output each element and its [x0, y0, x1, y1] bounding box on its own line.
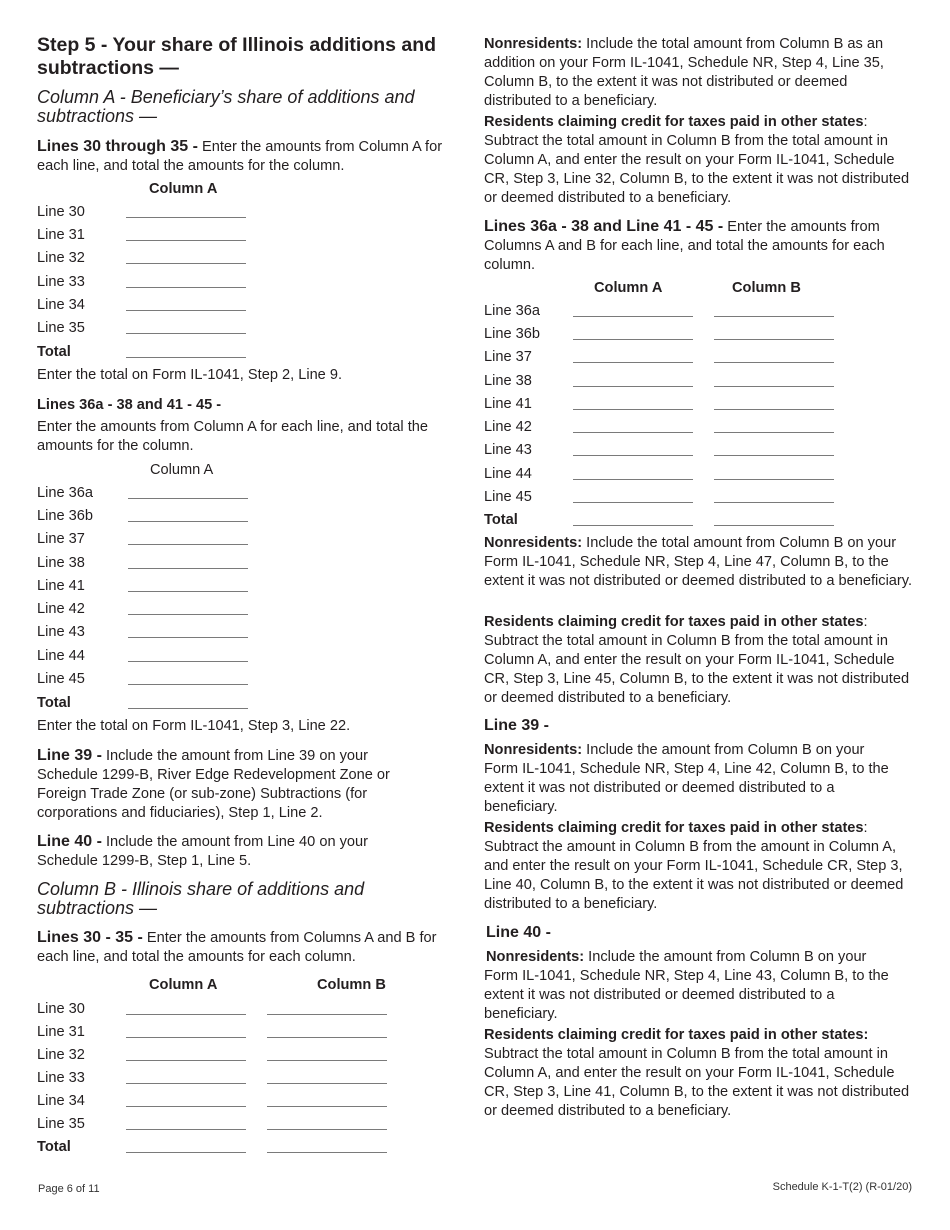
amount-field-a[interactable] — [573, 409, 693, 410]
nonresidents-note-1: Nonresidents: Include the total amount from Column B as an addition on your Form IL-1041, Schedule NR, Step 4, Line 35, Column B, to the extent it was not distributed or deemed distributed to a beneficiary. — [484, 36, 884, 109]
column-b-heading: Column B - Illinois share of additions and subtractions — — [37, 879, 365, 918]
row-line-30: Line 30 — [37, 1000, 467, 1023]
row-line-44: Line 44 — [37, 647, 467, 670]
amount-field-a[interactable] — [573, 432, 693, 433]
amount-field-b[interactable] — [267, 1060, 387, 1061]
lines-36-45-note: Enter the total on Form IL-1041, Step 3, Line 22. — [37, 718, 351, 734]
amount-field-a[interactable] — [126, 310, 246, 311]
lines-36-45-instructions: Enter the amounts from Column A for each line, and total the amounts for the column. — [37, 419, 429, 454]
row-line-36a: Line 36a — [484, 302, 914, 325]
line-39-instructions: Line 39 - Include the amount from Line 39 on your Schedule 1299-B, River Edge Redevelopment Zone or Foreign Trade Zone (or sub-zone) Subtractions (for corporations and fiduciaries), Step 1, Line 2. — [37, 747, 390, 821]
amount-field-a[interactable] — [126, 217, 246, 218]
column-a-header: Column A — [149, 181, 218, 197]
row-line-36b: Line 36b — [484, 325, 914, 348]
amount-field-a[interactable] — [128, 521, 248, 522]
column-a-heading: Column A - Beneficiary’s share of additions and subtractions — — [37, 87, 415, 126]
total-field-a[interactable] — [573, 525, 693, 526]
column-a-header: Column A — [594, 280, 663, 296]
form-id: Schedule K-1-T(2) (R-01/20) — [772, 1181, 912, 1193]
amount-field-a[interactable] — [126, 1014, 246, 1015]
lines-30-35-lead: Lines 30 through 35 - — [37, 138, 198, 155]
amount-field-a[interactable] — [126, 263, 246, 264]
column-a-header: Column A — [150, 462, 214, 478]
amount-field-a[interactable] — [128, 614, 248, 615]
residents-note-1: Residents claiming credit for taxes paid in other states: Subtract the total amount in Column B from the total amount in Column A, and enter the result on your Form IL-1041, Schedule CR, Step 3, Line 32, Column B, to the extent it was not distributed or deemed distributed to a beneficiary. — [484, 114, 910, 206]
column-a-header: Column A — [149, 977, 218, 993]
amount-field-a[interactable] — [128, 637, 248, 638]
row-line-41: Line 41 — [484, 395, 914, 418]
amount-field-b[interactable] — [714, 316, 834, 317]
amount-field-a[interactable] — [128, 568, 248, 569]
row-line-42: Line 42 — [37, 600, 467, 623]
amount-field-a[interactable] — [126, 333, 246, 334]
total-field-b[interactable] — [714, 525, 834, 526]
row-line-42: Line 42 — [484, 418, 914, 441]
page-number: Page 6 of 11 — [38, 1183, 100, 1195]
row-line-33: Line 33 — [37, 273, 467, 296]
lines-30-35-note: Enter the total on Form IL-1041, Step 2, Line 9. — [37, 367, 343, 383]
row-total: Total — [37, 1138, 467, 1161]
amount-field-b[interactable] — [267, 1083, 387, 1084]
row-line-44: Line 44 — [484, 465, 914, 488]
amount-field-b[interactable] — [714, 479, 834, 480]
total-field-b[interactable] — [267, 1152, 387, 1153]
row-line-43: Line 43 — [37, 623, 467, 646]
row-line-45: Line 45 — [37, 670, 467, 693]
amount-field-b[interactable] — [714, 409, 834, 410]
amount-field-b[interactable] — [714, 502, 834, 503]
step5-title: Step 5 - Your share of Illinois additions and subtractions — — [37, 34, 437, 79]
amount-field-a[interactable] — [126, 1106, 246, 1107]
amount-field-a[interactable] — [126, 1060, 246, 1061]
line-40-residents: Residents claiming credit for taxes paid in other states: Subtract the total amount in Column B from the total amount in Column A, and enter the result on your Form IL-1041, Schedule CR, Step 3, Line 41, Column B, to the extent it was not distributed or deemed distributed to a beneficiary. — [484, 1027, 910, 1119]
amount-field-a[interactable] — [573, 316, 693, 317]
line-39-heading: Line 39 - — [484, 717, 549, 734]
amount-field-b[interactable] — [267, 1014, 387, 1015]
amount-field-a[interactable] — [126, 1083, 246, 1084]
amount-field-b[interactable] — [714, 432, 834, 433]
amount-field-b[interactable] — [714, 339, 834, 340]
amount-field-a[interactable] — [126, 1129, 246, 1130]
lines-30-35-instructions: Lines 30 through 35 - Enter the amounts from Column A for each line, and total the amounts for the column. — [37, 138, 443, 174]
amount-field-b[interactable] — [714, 362, 834, 363]
total-field-a[interactable] — [126, 1152, 246, 1153]
amount-field-b[interactable] — [267, 1106, 387, 1107]
row-line-34: Line 34 — [37, 296, 467, 319]
row-line-36b: Line 36b — [37, 507, 467, 530]
row-line-31: Line 31 — [37, 1023, 467, 1046]
column-b-header: Column B — [317, 977, 386, 993]
amount-field-a[interactable] — [573, 479, 693, 480]
row-line-45: Line 45 — [484, 488, 914, 511]
line-40-heading: Line 40 - — [486, 924, 551, 941]
nonresidents-note-2: Nonresidents: Include the total amount from Column B on your Form IL-1041, Schedule NR, Step 4, Line 47, Column B, to the extent it was not distributed or deemed distributed to a beneficiary. — [484, 535, 913, 589]
row-line-30: Line 30 — [37, 203, 467, 226]
amount-field-a[interactable] — [128, 498, 248, 499]
total-field-a[interactable] — [126, 357, 246, 358]
amount-field-a[interactable] — [126, 240, 246, 241]
row-line-36a: Line 36a — [37, 484, 467, 507]
amount-field-a[interactable] — [126, 287, 246, 288]
amount-field-b[interactable] — [267, 1037, 387, 1038]
amount-field-a[interactable] — [126, 1037, 246, 1038]
row-line-37: Line 37 — [484, 348, 914, 371]
amount-field-b[interactable] — [714, 455, 834, 456]
line-39-residents: Residents claiming credit for taxes paid in other states: Subtract the amount in Column B from the amount in Column A, and enter the result on your Form IL-1041, Schedule CR, Step 3, Line 40, Column B, to the extent it was not distributed or deemed distributed to a beneficiary. — [484, 820, 904, 912]
right-lines-36-45-instructions: Lines 36a - 38 and Line 41 - 45 - Enter the amounts from Columns A and B for each line, and total the amounts for each column. — [484, 218, 885, 273]
amount-field-a[interactable] — [128, 661, 248, 662]
line-40-nonresidents: Nonresidents: Include the amount from Column B on your Form IL-1041, Schedule NR, Step 4, Line 43, Column B, to the extent it was not distributed or deemed distributed to a beneficiary. — [484, 949, 889, 1022]
amount-field-a[interactable] — [128, 684, 248, 685]
amount-field-b[interactable] — [714, 386, 834, 387]
row-line-35: Line 35 — [37, 1115, 467, 1138]
row-line-32: Line 32 — [37, 249, 467, 272]
row-line-35: Line 35 — [37, 319, 467, 342]
line-40-instructions: Line 40 - Include the amount from Line 40 on your Schedule 1299-B, Step 1, Line 5. — [37, 833, 368, 869]
row-line-38: Line 38 — [484, 372, 914, 395]
lines-36-45-lead: Lines 36a - 38 and 41 - 45 - — [37, 397, 222, 413]
column-b-header: Column B — [732, 280, 801, 296]
row-total: Total — [484, 511, 914, 534]
amount-field-a[interactable] — [573, 386, 693, 387]
row-line-37: Line 37 — [37, 530, 467, 553]
residents-note-2: Residents claiming credit for taxes paid in other states: Subtract the total amount in Column B from the total amount in Column A, and enter the result on your Form IL-1041, Schedule CR, Step 3, Line 45, Column B, to the extent it was not distributed or deemed distributed to a beneficiary. — [484, 614, 910, 706]
colb-lines-30-35-instructions: Lines 30 - 35 - Enter the amounts from Columns A and B for each line, and total the amounts for each column. — [37, 929, 437, 965]
amount-field-a[interactable] — [573, 455, 693, 456]
row-line-41: Line 41 — [37, 577, 467, 600]
line-39-nonresidents: Nonresidents: Include the amount from Column B on your Form IL-1041, Schedule NR, Step 4, Line 42, Column B, to the extent it was not distributed or deemed distributed to a beneficiary. — [484, 742, 889, 815]
row-line-31: Line 31 — [37, 226, 467, 249]
row-total: Total — [37, 343, 467, 366]
row-line-38: Line 38 — [37, 554, 467, 577]
amount-field-a[interactable] — [128, 591, 248, 592]
amount-field-a[interactable] — [573, 362, 693, 363]
row-line-43: Line 43 — [484, 441, 914, 464]
row-line-34: Line 34 — [37, 1092, 467, 1115]
amount-field-b[interactable] — [267, 1129, 387, 1130]
amount-field-a[interactable] — [128, 544, 248, 545]
row-line-33: Line 33 — [37, 1069, 467, 1092]
amount-field-a[interactable] — [573, 339, 693, 340]
row-line-32: Line 32 — [37, 1046, 467, 1069]
row-total: Total — [37, 694, 467, 717]
total-field-a[interactable] — [128, 708, 248, 709]
amount-field-a[interactable] — [573, 502, 693, 503]
